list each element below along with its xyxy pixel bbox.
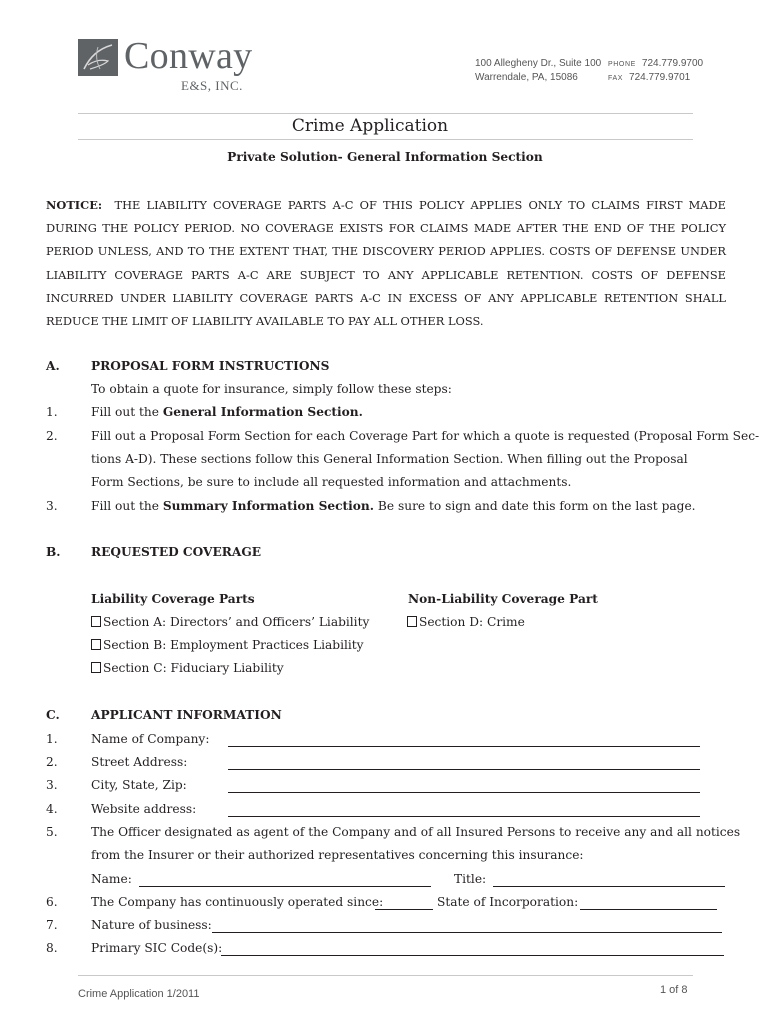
- step-1-prefix: Fill out the: [91, 405, 163, 419]
- sic-code-label: Primary SIC Code(s):: [91, 941, 223, 955]
- page-number: 1 of 8: [660, 984, 688, 996]
- state-incorporation-field[interactable]: [580, 909, 717, 910]
- step-3-number: 3.: [46, 499, 58, 513]
- liability-heading: Liability Coverage Parts: [91, 592, 255, 606]
- header-rule-top: [78, 113, 693, 114]
- coverage-option-b[interactable]: [91, 638, 364, 652]
- operated-since-label: The Company has continuously operated since:: [91, 895, 384, 909]
- coverage-option-b-label: Section B: Employment Practices Liability: [103, 638, 364, 652]
- q1-number: 1.: [46, 732, 58, 746]
- step-3-bold: Summary Information Section.: [162, 499, 375, 513]
- step-1-bold: General Information Section.: [162, 405, 363, 419]
- step-1-text: [91, 405, 363, 419]
- step-1-number: 1.: [46, 405, 58, 419]
- footer-form-id: Crime Application 1/2011: [78, 988, 200, 1000]
- officer-question-line-2: from the Insurer or their authorized representatives concerning this insurance:: [91, 848, 584, 862]
- nonliability-heading: Non-Liability Coverage Part: [408, 592, 598, 606]
- step-2-line-2: tions A-D). These sections follow this General Information Section. When filling out the Proposal: [91, 452, 688, 466]
- city-state-zip-field[interactable]: [228, 792, 700, 793]
- website-field[interactable]: [228, 816, 700, 817]
- section-a-letter: A.: [46, 359, 60, 373]
- step-3-suffix: Be sure to sign and date this form on the last page.: [374, 499, 696, 513]
- document-subtitle: Private Solution- General Information Section: [227, 150, 543, 164]
- officer-question-line-1: The Officer designated as agent of the Company and of all Insured Persons to receive any and all notices: [91, 825, 741, 839]
- street-address-field[interactable]: [228, 769, 700, 770]
- coverage-option-c[interactable]: [91, 661, 284, 675]
- q8-number: 8.: [46, 941, 58, 955]
- step-3-text: [91, 499, 696, 513]
- fax-number: [608, 71, 690, 86]
- section-b-heading: REQUESTED COVERAGE: [91, 545, 262, 559]
- footer-rule: [78, 975, 693, 976]
- step-2-line-1: Fill out a Proposal Form Section for each Coverage Part for which a quote is requested (Proposal Form Sec-: [91, 429, 760, 443]
- section-c-heading: APPLICANT INFORMATION: [91, 708, 282, 722]
- document-title: Crime Application: [291, 116, 449, 136]
- section-c-letter: C.: [46, 708, 60, 722]
- checkbox-section-b[interactable]: [91, 639, 101, 650]
- logo-subtitle: E&S, INC.: [181, 78, 243, 93]
- coverage-option-a-label: Section A: Directors’ and Officers’ Liability: [103, 615, 370, 629]
- phone-label: PHONE: [608, 61, 636, 68]
- phone-value: 724.779.9700: [641, 58, 704, 69]
- logo-name: Conway: [124, 35, 253, 77]
- section-a-heading: PROPOSAL FORM INSTRUCTIONS: [91, 359, 330, 373]
- operated-since-field[interactable]: [375, 909, 433, 910]
- fax-value: 724.779.9701: [629, 72, 691, 83]
- company-name-label: Name of Company:: [91, 732, 210, 746]
- step-2-number: 2.: [46, 429, 58, 443]
- officer-title-field[interactable]: [493, 886, 725, 887]
- nature-of-business-label: Nature of business:: [91, 918, 212, 932]
- section-b-letter: B.: [46, 545, 61, 559]
- phone-number: [608, 57, 703, 72]
- coverage-option-c-label: Section C: Fiduciary Liability: [103, 661, 284, 675]
- company-name-field[interactable]: [228, 746, 700, 747]
- officer-name-label: Name:: [91, 872, 132, 886]
- sic-code-field[interactable]: [221, 955, 724, 956]
- step-3-prefix: Fill out the: [91, 499, 163, 513]
- notice-body: THE LIABILITY COVERAGE PARTS A-C OF THIS POLICY APPLIES ONLY TO CLAIMS FIRST MADE DURING THE POLICY PERIOD. NO COVERAGE EXISTS FOR CLAIMS MADE AFTER THE END OF THE POLICY PERIOD UNLESS, AND TO THE EXTENT THAT, THE DISCOVERY PERIOD APPLIES. COSTS OF DEFENSE UNDER LIABILITY COVERAGE PARTS A-C ARE SUBJECT TO ANY APPLICABLE RETENTION. COSTS OF DEFENSE INCURRED UNDER LIABILITY COVERAGE PARTS A-C IN EXCESS OF ANY APPLICABLE RETENTION SHALL REDUCE THE LIMIT OF LIABILITY AVAILABLE TO PAY ALL OTHER LOSS.: [46, 198, 726, 329]
- address-line-1: 100 Allegheny Dr., Suite 100: [475, 58, 602, 69]
- notice-paragraph: [46, 194, 726, 333]
- state-incorporation-label: State of Incorporation:: [437, 895, 579, 909]
- nature-of-business-field[interactable]: [212, 932, 722, 933]
- website-label: Website address:: [91, 802, 197, 816]
- q7-number: 7.: [46, 918, 58, 932]
- header-rule-bottom: [78, 139, 693, 140]
- step-2-line-3: Form Sections, be sure to include all requested information and attachments.: [91, 475, 572, 489]
- q6-number: 6.: [46, 895, 58, 909]
- city-state-zip-label: City, State, Zip:: [91, 778, 187, 792]
- checkbox-section-a[interactable]: [91, 616, 101, 627]
- checkbox-section-c[interactable]: [91, 662, 101, 673]
- address-line-2: Warrendale, PA, 15086: [475, 72, 578, 83]
- checkbox-section-d[interactable]: [407, 616, 417, 627]
- q2-number: 2.: [46, 755, 58, 769]
- fax-label: FAX: [608, 75, 624, 82]
- q4-number: 4.: [46, 802, 58, 816]
- coverage-option-a[interactable]: [91, 615, 369, 629]
- officer-name-field[interactable]: [139, 886, 431, 887]
- logo-mark: [78, 39, 118, 76]
- coverage-option-d-label: Section D: Crime: [419, 615, 525, 629]
- q5-number: 5.: [46, 825, 58, 839]
- coverage-option-d[interactable]: [407, 615, 525, 629]
- q3-number: 3.: [46, 778, 58, 792]
- officer-title-label: Title:: [454, 872, 487, 886]
- section-a-intro: To obtain a quote for insurance, simply follow these steps:: [91, 382, 452, 396]
- street-address-label: Street Address:: [91, 755, 188, 769]
- notice-lead: NOTICE:: [46, 198, 103, 212]
